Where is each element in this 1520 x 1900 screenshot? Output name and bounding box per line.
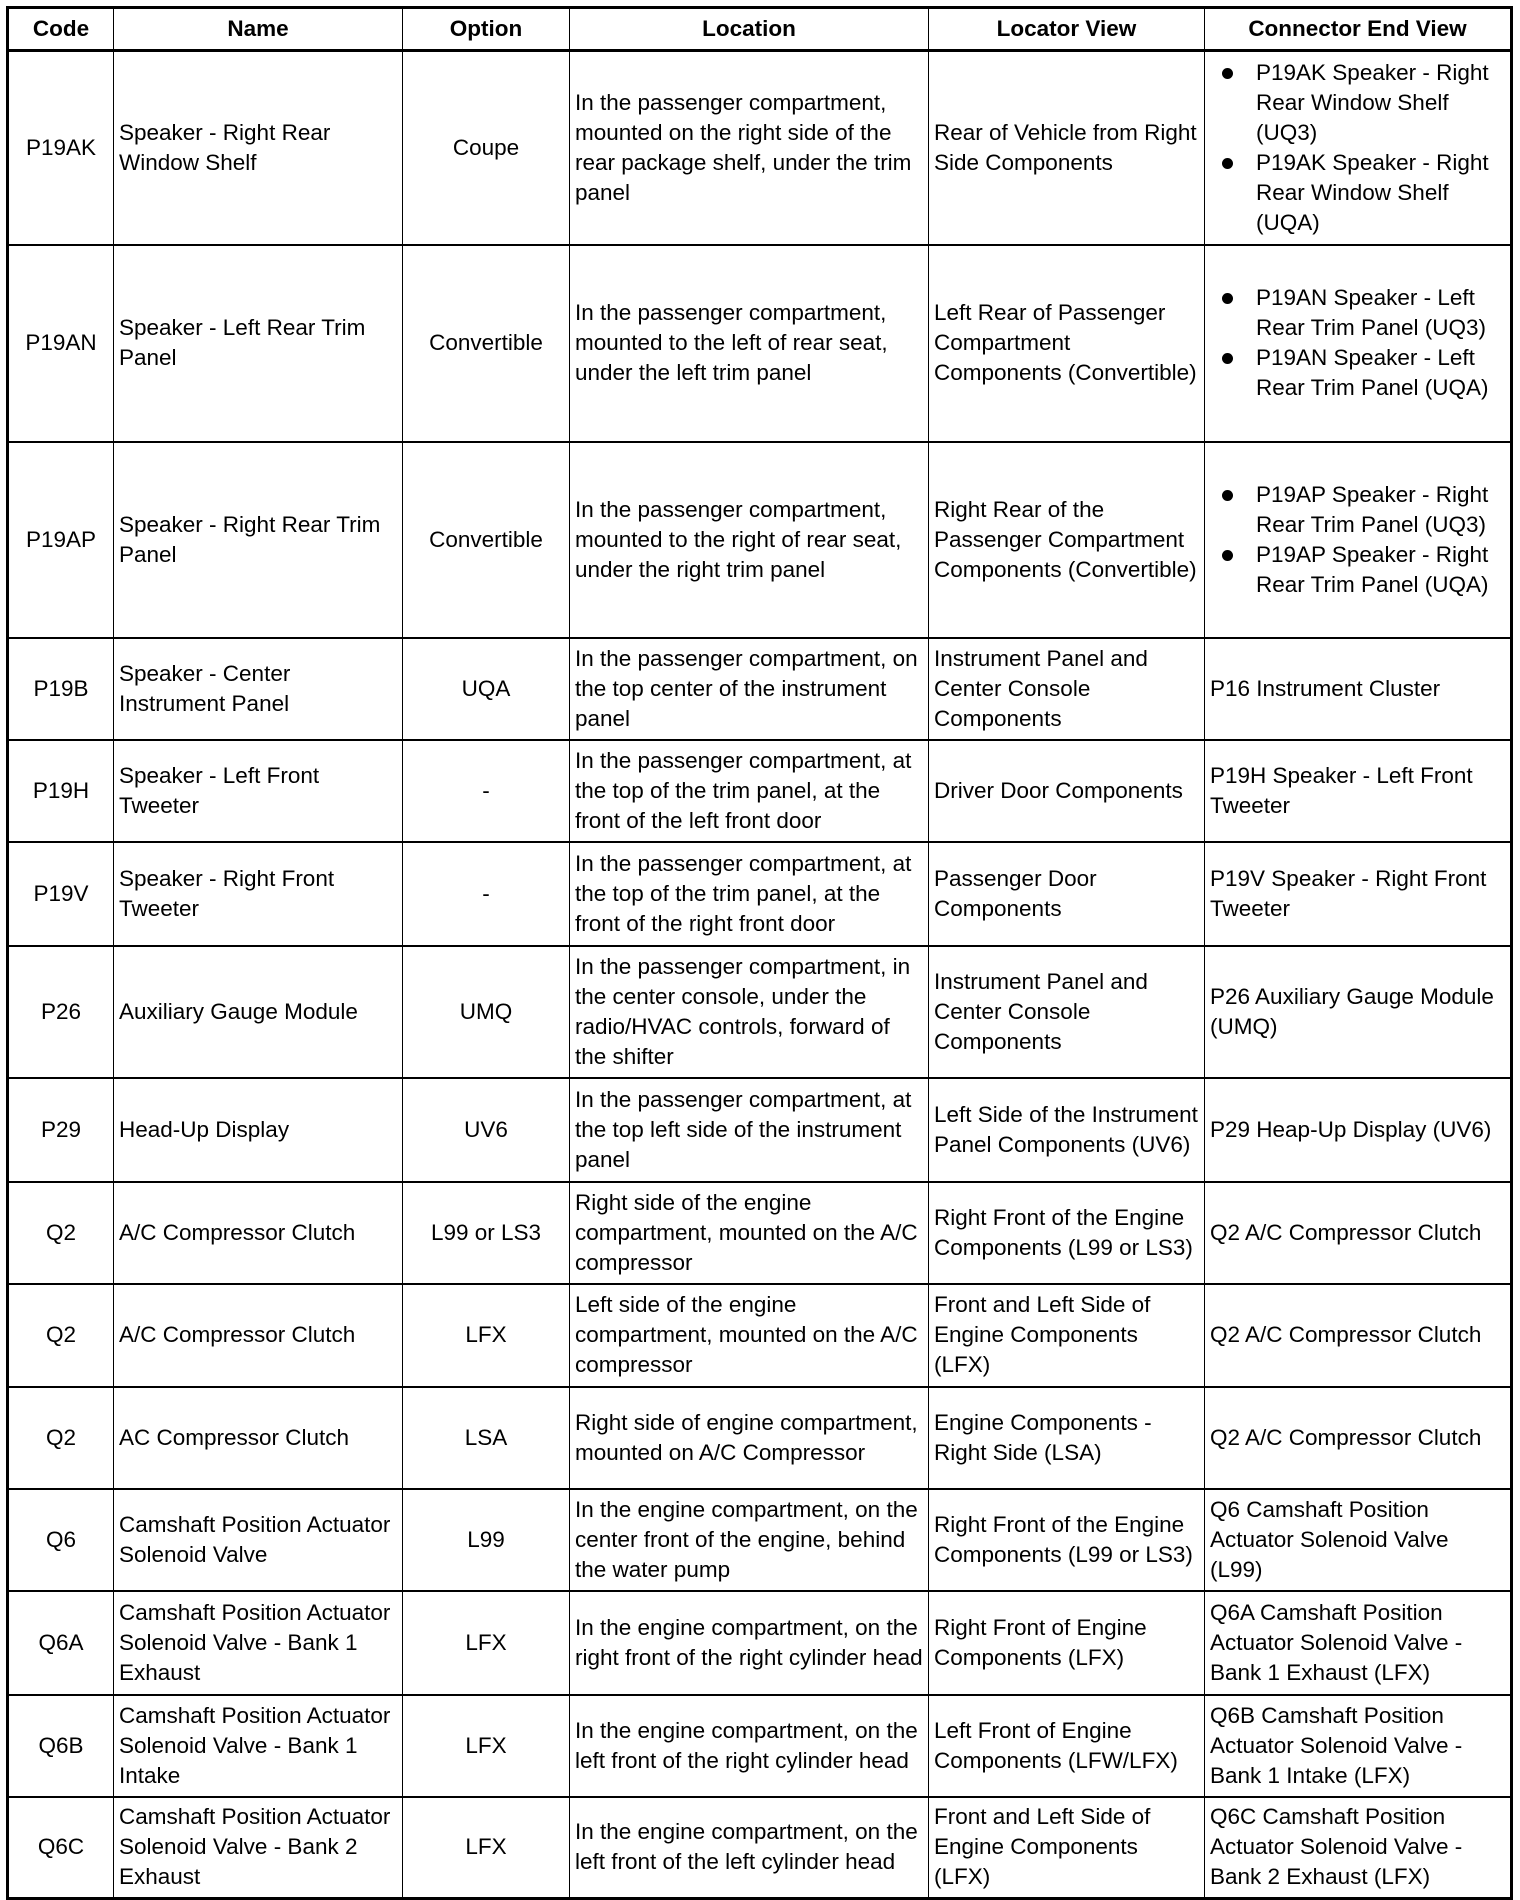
- code-cell: P19AK: [8, 51, 114, 245]
- connector-list: [1210, 283, 1505, 403]
- locator-view-cell: Instrument Panel and Center Console Components: [929, 946, 1205, 1078]
- name-cell: Camshaft Position Actuator Solenoid Valve - Bank 1 Exhaust: [114, 1591, 403, 1695]
- code-cell: Q6C: [8, 1797, 114, 1899]
- name-cell: Speaker - Right Rear Trim Panel: [114, 442, 403, 638]
- locator-view-cell: Front and Left Side of Engine Components (LFX): [929, 1284, 1205, 1387]
- location-cell: In the passenger compartment, mounted to the right of rear seat, under the right trim panel: [570, 442, 929, 638]
- table-row: [8, 1797, 1512, 1899]
- connector-list: [1210, 58, 1505, 238]
- table-row: [8, 638, 1512, 740]
- locator-view-cell: Instrument Panel and Center Console Components: [929, 638, 1205, 740]
- connector-list-item: P19AK Speaker - Right Rear Window Shelf (UQA): [1256, 148, 1505, 238]
- connector-end-view-cell: P16 Instrument Cluster: [1205, 638, 1512, 740]
- locator-view-cell: Left Front of Engine Components (LFW/LFX): [929, 1695, 1205, 1797]
- connector-list-item: P19AP Speaker - Right Rear Trim Panel (UQA): [1256, 540, 1505, 600]
- connector-end-view-cell: Q6C Camshaft Position Actuator Solenoid Valve - Bank 2 Exhaust (LFX): [1205, 1797, 1512, 1899]
- code-cell: Q6B: [8, 1695, 114, 1797]
- header-location: Location: [570, 8, 929, 51]
- location-cell: In the passenger compartment, at the top of the trim panel, at the front of the left front door: [570, 740, 929, 842]
- option-cell: LFX: [403, 1695, 570, 1797]
- table-row: [8, 946, 1512, 1078]
- name-cell: Head-Up Display: [114, 1078, 403, 1182]
- location-cell: In the passenger compartment, at the top of the trim panel, at the front of the right front door: [570, 842, 929, 946]
- header-option: Option: [403, 8, 570, 51]
- option-cell: L99: [403, 1489, 570, 1591]
- table-row: [8, 740, 1512, 842]
- name-cell: Speaker - Center Instrument Panel: [114, 638, 403, 740]
- connector-list-item: P19AN Speaker - Left Rear Trim Panel (UQ3): [1256, 283, 1505, 343]
- locator-view-cell: Right Front of the Engine Components (L99 or LS3): [929, 1489, 1205, 1591]
- locator-view-cell: Driver Door Components: [929, 740, 1205, 842]
- header-row: [8, 8, 1512, 51]
- option-cell: L99 or LS3: [403, 1182, 570, 1284]
- code-cell: P19AN: [8, 245, 114, 442]
- table-row: [8, 1182, 1512, 1284]
- option-cell: UQA: [403, 638, 570, 740]
- name-cell: Camshaft Position Actuator Solenoid Valve - Bank 2 Exhaust: [114, 1797, 403, 1899]
- locator-view-cell: Front and Left Side of Engine Components (LFX): [929, 1797, 1205, 1899]
- name-cell: Speaker - Left Front Tweeter: [114, 740, 403, 842]
- code-cell: Q2: [8, 1284, 114, 1387]
- table-row: [8, 1284, 1512, 1387]
- connector-end-view-cell: P19V Speaker - Right Front Tweeter: [1205, 842, 1512, 946]
- location-cell: In the passenger compartment, on the top center of the instrument panel: [570, 638, 929, 740]
- connector-list: [1210, 480, 1505, 600]
- code-cell: Q6A: [8, 1591, 114, 1695]
- location-cell: Right side of the engine compartment, mounted on the A/C compressor: [570, 1182, 929, 1284]
- option-cell: UMQ: [403, 946, 570, 1078]
- connector-end-view-cell: Q2 A/C Compressor Clutch: [1205, 1387, 1512, 1489]
- locator-view-cell: Right Rear of the Passenger Compartment Components (Convertible): [929, 442, 1205, 638]
- connector-end-view-cell: P26 Auxiliary Gauge Module (UMQ): [1205, 946, 1512, 1078]
- location-cell: Left side of the engine compartment, mounted on the A/C compressor: [570, 1284, 929, 1387]
- code-cell: P19B: [8, 638, 114, 740]
- code-cell: P19AP: [8, 442, 114, 638]
- table-row: [8, 1078, 1512, 1182]
- table-row: [8, 51, 1512, 245]
- name-cell: Auxiliary Gauge Module: [114, 946, 403, 1078]
- code-cell: Q2: [8, 1387, 114, 1489]
- name-cell: AC Compressor Clutch: [114, 1387, 403, 1489]
- connector-end-view-cell: [1205, 245, 1512, 442]
- option-cell: -: [403, 740, 570, 842]
- locator-view-cell: Passenger Door Components: [929, 842, 1205, 946]
- table-row: [8, 1591, 1512, 1695]
- name-cell: Camshaft Position Actuator Solenoid Valve: [114, 1489, 403, 1591]
- name-cell: Camshaft Position Actuator Solenoid Valve - Bank 1 Intake: [114, 1695, 403, 1797]
- connector-end-view-cell: [1205, 51, 1512, 245]
- table-row: [8, 245, 1512, 442]
- locator-view-cell: Left Side of the Instrument Panel Components (UV6): [929, 1078, 1205, 1182]
- locator-view-cell: Right Front of the Engine Components (L99 or LS3): [929, 1182, 1205, 1284]
- component-locator-table: [6, 6, 1513, 1900]
- name-cell: Speaker - Right Rear Window Shelf: [114, 51, 403, 245]
- location-cell: In the passenger compartment, mounted to the left of rear seat, under the left trim panel: [570, 245, 929, 442]
- table-row: [8, 1387, 1512, 1489]
- option-cell: UV6: [403, 1078, 570, 1182]
- code-cell: P26: [8, 946, 114, 1078]
- option-cell: LFX: [403, 1591, 570, 1695]
- connector-end-view-cell: P29 Heap-Up Display (UV6): [1205, 1078, 1512, 1182]
- code-cell: Q6: [8, 1489, 114, 1591]
- option-cell: -: [403, 842, 570, 946]
- connector-list-item: P19AN Speaker - Left Rear Trim Panel (UQA): [1256, 343, 1505, 403]
- table-row: [8, 442, 1512, 638]
- name-cell: A/C Compressor Clutch: [114, 1284, 403, 1387]
- connector-end-view-cell: P19H Speaker - Left Front Tweeter: [1205, 740, 1512, 842]
- location-cell: In the engine compartment, on the left front of the left cylinder head: [570, 1797, 929, 1899]
- connector-list-item: P19AP Speaker - Right Rear Trim Panel (UQ3): [1256, 480, 1505, 540]
- header-name: Name: [114, 8, 403, 51]
- connector-list-item: P19AK Speaker - Right Rear Window Shelf (UQ3): [1256, 58, 1505, 148]
- header-code: Code: [8, 8, 114, 51]
- name-cell: A/C Compressor Clutch: [114, 1182, 403, 1284]
- location-cell: In the passenger compartment, mounted on the right side of the rear package shelf, under the trim panel: [570, 51, 929, 245]
- code-cell: Q2: [8, 1182, 114, 1284]
- locator-view-cell: Right Front of Engine Components (LFX): [929, 1591, 1205, 1695]
- connector-end-view-cell: Q6B Camshaft Position Actuator Solenoid Valve - Bank 1 Intake (LFX): [1205, 1695, 1512, 1797]
- option-cell: LFX: [403, 1797, 570, 1899]
- name-cell: Speaker - Right Front Tweeter: [114, 842, 403, 946]
- connector-end-view-cell: Q2 A/C Compressor Clutch: [1205, 1284, 1512, 1387]
- name-cell: Speaker - Left Rear Trim Panel: [114, 245, 403, 442]
- location-cell: Right side of engine compartment, mounted on A/C Compressor: [570, 1387, 929, 1489]
- header-connector-end-view: Connector End View: [1205, 8, 1512, 51]
- code-cell: P19V: [8, 842, 114, 946]
- option-cell: Convertible: [403, 442, 570, 638]
- location-cell: In the engine compartment, on the center front of the engine, behind the water pump: [570, 1489, 929, 1591]
- connector-end-view-cell: Q2 A/C Compressor Clutch: [1205, 1182, 1512, 1284]
- location-cell: In the engine compartment, on the left front of the right cylinder head: [570, 1695, 929, 1797]
- table-row: [8, 842, 1512, 946]
- locator-view-cell: Engine Components - Right Side (LSA): [929, 1387, 1205, 1489]
- code-cell: P19H: [8, 740, 114, 842]
- location-cell: In the passenger compartment, in the center console, under the radio/HVAC controls, forward of the shifter: [570, 946, 929, 1078]
- option-cell: LSA: [403, 1387, 570, 1489]
- code-cell: P29: [8, 1078, 114, 1182]
- locator-view-cell: Left Rear of Passenger Compartment Components (Convertible): [929, 245, 1205, 442]
- option-cell: Convertible: [403, 245, 570, 442]
- location-cell: In the passenger compartment, at the top left side of the instrument panel: [570, 1078, 929, 1182]
- option-cell: Coupe: [403, 51, 570, 245]
- option-cell: LFX: [403, 1284, 570, 1387]
- locator-view-cell: Rear of Vehicle from Right Side Components: [929, 51, 1205, 245]
- connector-end-view-cell: Q6 Camshaft Position Actuator Solenoid Valve (L99): [1205, 1489, 1512, 1591]
- location-cell: In the engine compartment, on the right front of the right cylinder head: [570, 1591, 929, 1695]
- header-locator-view: Locator View: [929, 8, 1205, 51]
- table-row: [8, 1695, 1512, 1797]
- connector-end-view-cell: [1205, 442, 1512, 638]
- table-row: [8, 1489, 1512, 1591]
- connector-end-view-cell: Q6A Camshaft Position Actuator Solenoid Valve - Bank 1 Exhaust (LFX): [1205, 1591, 1512, 1695]
